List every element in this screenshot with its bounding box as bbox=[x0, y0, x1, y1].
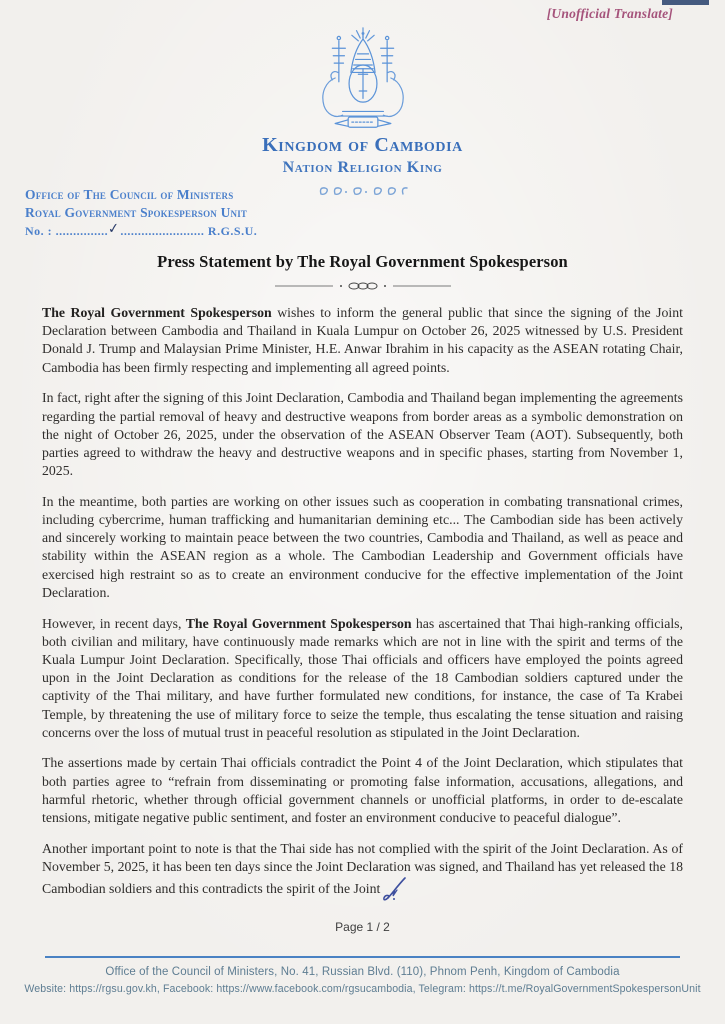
scan-artifact bbox=[662, 0, 709, 5]
footer-address: Office of the Council of Ministers, No. 41, Russian Blvd. (110), Phnom Penh, Kingdom of Cambodia bbox=[105, 966, 620, 978]
footer-links: Website: https://rgsu.gov.kh, Facebook: https://www.facebook.com/rgsucambodia, Telegram: https://t.me/RoyalGovernmentSpokespersonUnit bbox=[24, 983, 701, 995]
paragraph-text: In the meantime, both parties are working on other issues such as cooperation in combating transnational crimes, including cybercrime, human trafficking and humanitarian demining etc... The Cambodian side has been actively and sincerely working to maintain peace between the two countries, Cambodia and Thailand, as well as peace and stability within the ASEAN region as a whole. The Cambodian Leadership and Government officials have exercised high restraint so as to create an environment conducive for the effective implementation of the Joint Declaration. bbox=[42, 493, 683, 600]
unofficial-translate-note: [Unofficial Translate] bbox=[546, 6, 673, 21]
office-line-1: Office of The Council of Ministers bbox=[25, 187, 234, 202]
page-number: Page 1 / 2 bbox=[335, 919, 390, 934]
footer-divider bbox=[45, 956, 680, 958]
paragraph-1 bbox=[42, 304, 683, 377]
paragraph-4 bbox=[42, 615, 683, 742]
paragraph-3 bbox=[42, 493, 683, 602]
paragraph-bold-text: The Royal Government Spokesperson bbox=[42, 305, 272, 320]
paragraph-text: However, in recent days, bbox=[42, 615, 186, 631]
paragraph-text: The assertions made by certain Thai officials contradict the Point 4 of the Joint Declaration, which stipulates that both parties agree to “refrain from disseminating or promoting false information, accusations, allegations, and harmful rhetoric, whether through official government channels or unofficial platforms, in order to de-escalate tensions, mitigate negative public sentiment, and foster an environment conducive to peaceful dialogue”. bbox=[42, 755, 683, 826]
paragraph-text: Another important point to note is that the Thai side has not complied with the spirit of the Joint Declaration. As of November 5, 2025, it has been ten days since the Joint Declaration was signed, and Thailand has yet released the 18 Cambodian soldiers and this contradicts the spirit of the Joint bbox=[42, 840, 683, 897]
paragraph-2 bbox=[42, 389, 683, 480]
statement-body bbox=[0, 304, 725, 907]
national-motto: Nation Religion King bbox=[282, 159, 443, 176]
paragraph-text: has ascertained that Thai high-ranking officials, both civilian and military, have continuously made remarks which are not in line with the spirit and terms of the Kuala Lumpur Joint Declaration. Specifically, those Thai officials and officers have employed the points agreed upon in the Joint Declaration as conditions for the release of the 18 Cambodian soldiers captured under the captivity of the Thai military, and have further formulated new conditions, for instance, the case of Ta Krabei Temple, by threatening the use of military force to seize the temple, thus escalating the tense situation and raising concerns over the loss of mutual trust in peaceful resolution as stipulated in the Joint Declaration. bbox=[42, 615, 683, 740]
paragraph-5 bbox=[42, 754, 683, 827]
royal-arms-of-cambodia-icon bbox=[0, 26, 725, 130]
kingdom-title: Kingdom of Cambodia bbox=[262, 134, 463, 156]
office-line-2: Royal Government Spokesperson Unit bbox=[25, 204, 248, 220]
paragraph-6 bbox=[42, 840, 683, 908]
office-block bbox=[25, 186, 257, 239]
handwritten-checkmark-icon: ✓ bbox=[107, 220, 121, 238]
document-number-line: No. : ...............✓........................ R.G.S.U. bbox=[25, 220, 258, 238]
document-title: Press Statement by The Royal Government Spokesperson bbox=[157, 252, 568, 271]
paragraph-bold-text: The Royal Government Spokesperson bbox=[185, 615, 412, 631]
paragraph-text: In fact, right after the signing of this Joint Declaration, Cambodia and Thailand began implementing the agreements regarding the partial removal of heavy and destructive weapons from border areas as a symbolic demonstration on the night of October 26, 2025, under the observation of the ASEAN Observer Team (AOT). Subsequently, both parties agreed to withdraw the heavy and destructive weapons and in specific phases, starting from November 1, 2025. bbox=[42, 390, 683, 479]
ornamental-divider-icon bbox=[0, 281, 725, 291]
footer bbox=[0, 956, 725, 995]
letterhead bbox=[0, 0, 725, 202]
paragraph-text: wishes to inform the general public that since the signing of the Joint Declaration between Cambodia and Thailand in Kuala Lumpur on October 26, 2025 witnessed by U.S. President Donald J. Trump and Malaysian Prime Minister, H.E. Anwar Ibrahim in his capacity as the ASEAN rotating Chair, Cambodia has been firmly respecting and implementing all agreed points. bbox=[42, 305, 683, 375]
handwritten-initials-icon bbox=[382, 876, 408, 907]
